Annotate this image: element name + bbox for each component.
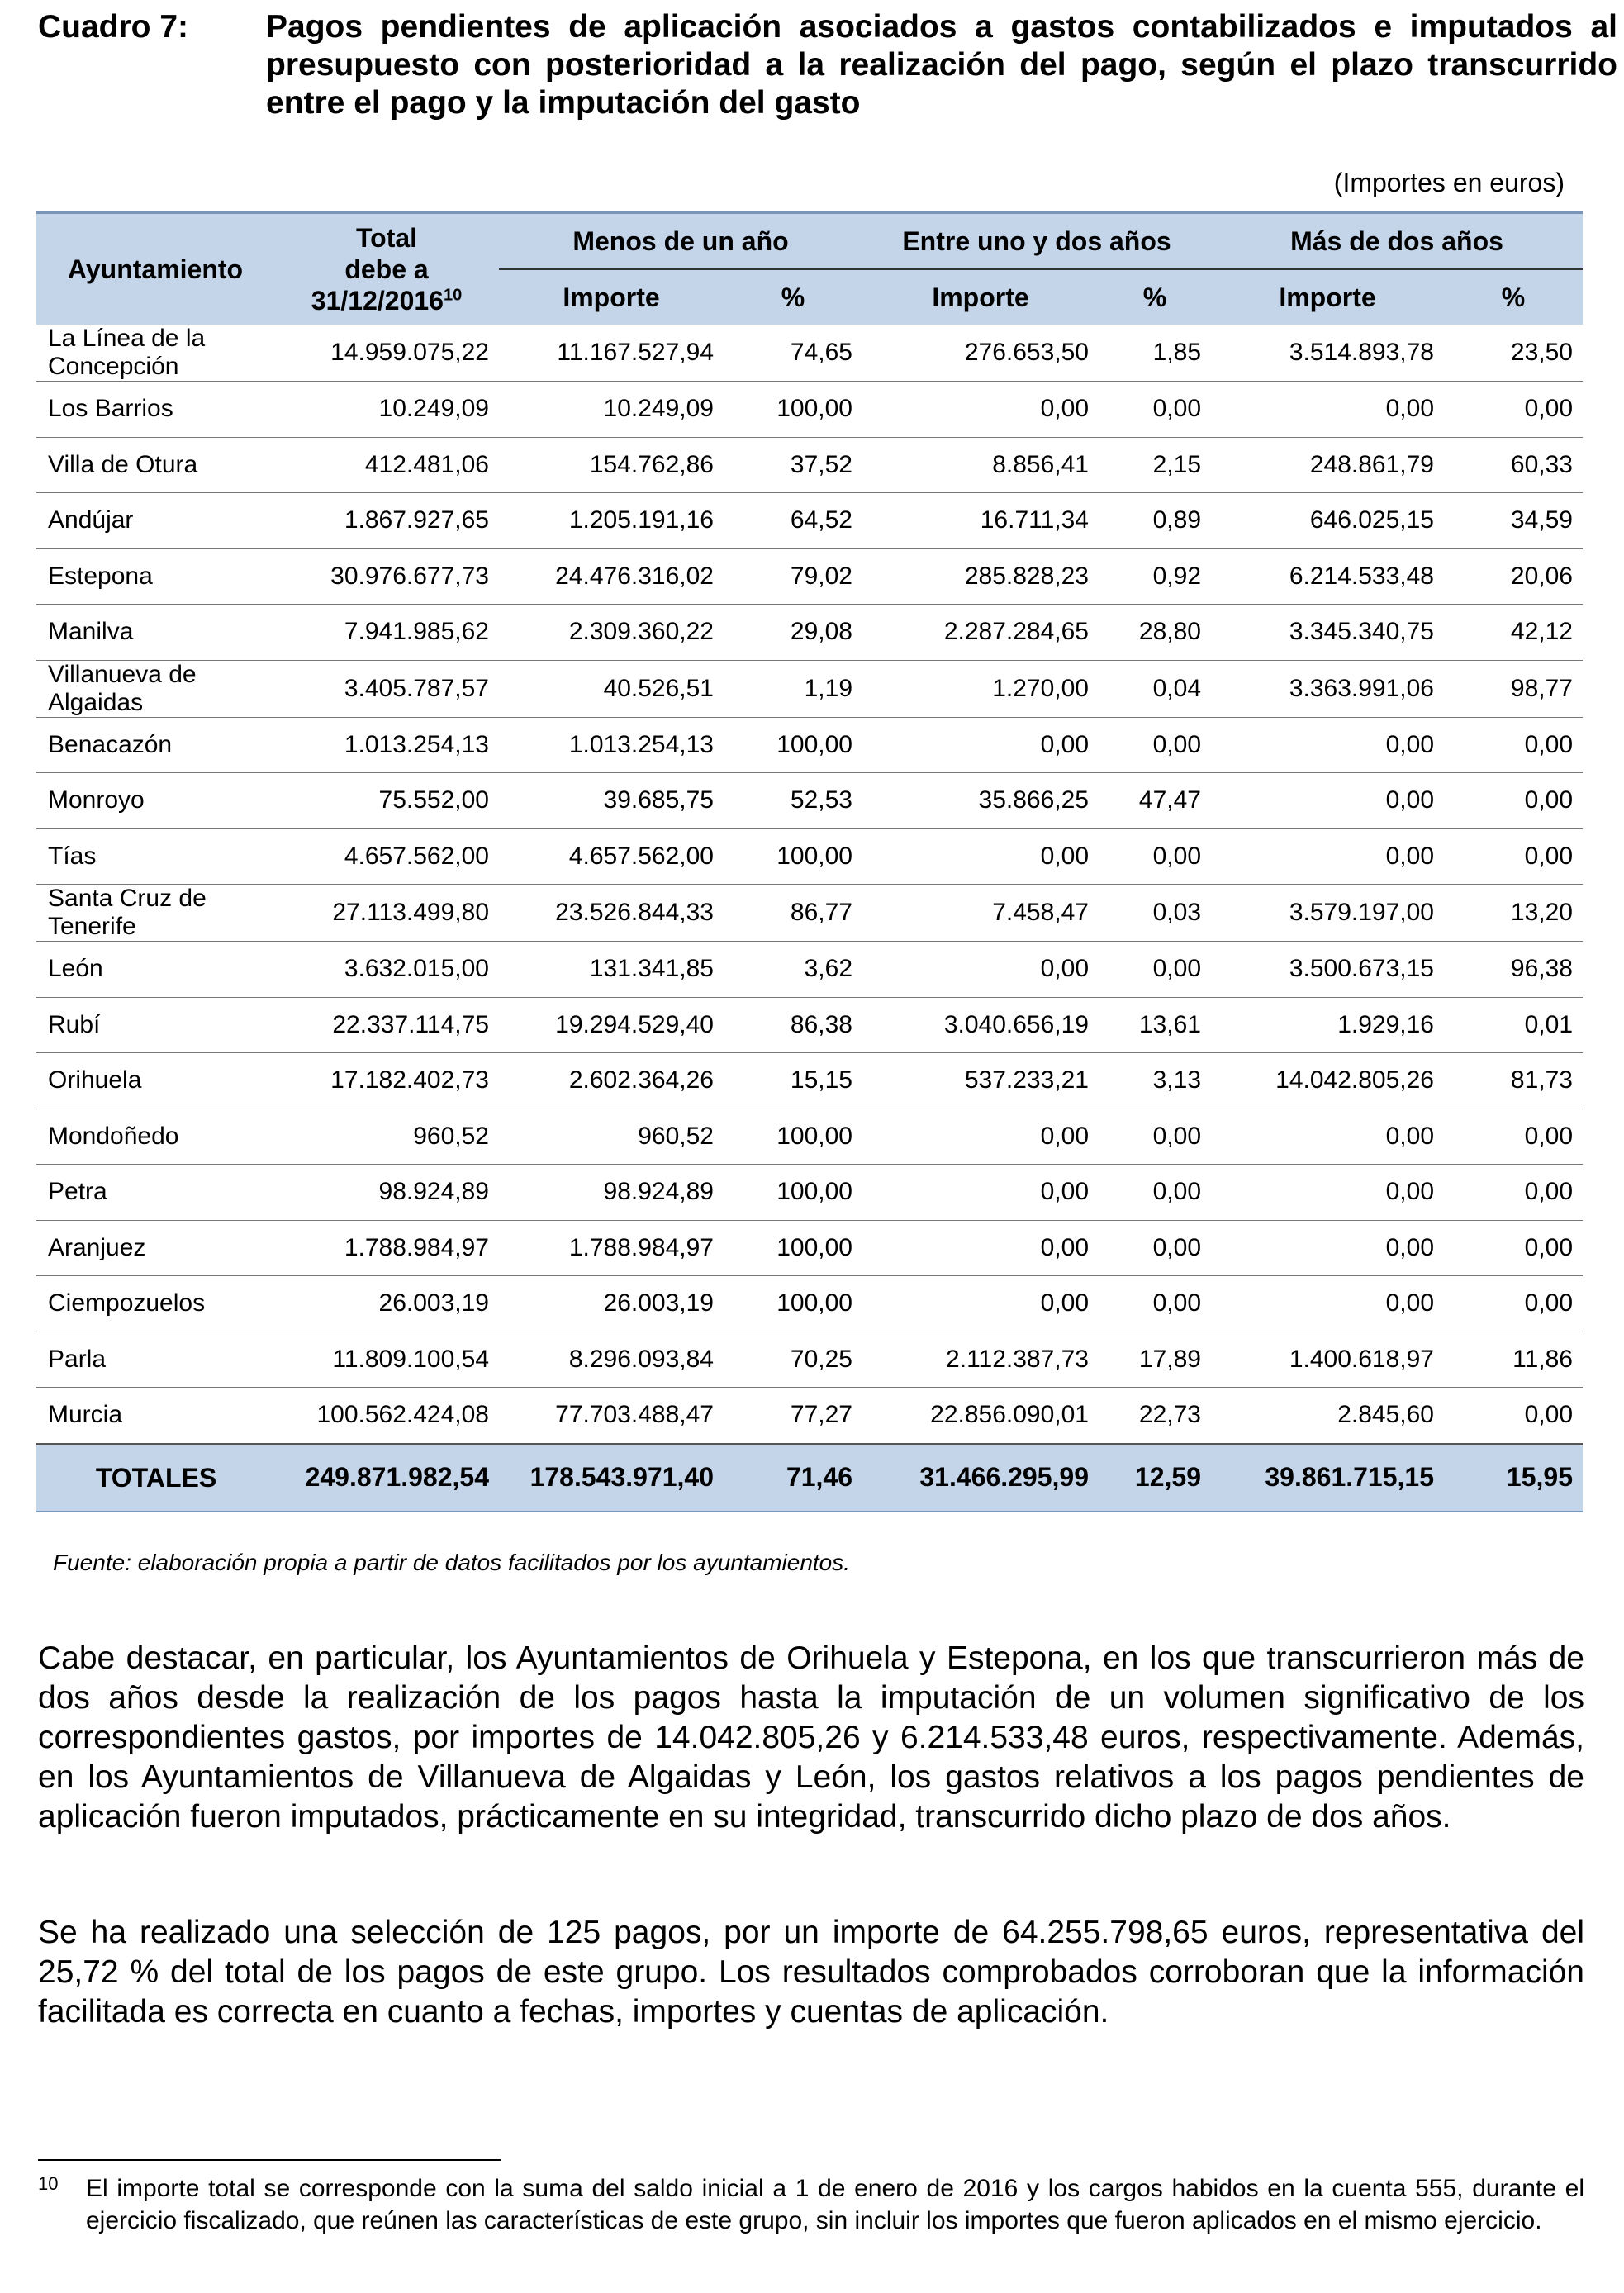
header-total-line2: debe a [344,254,429,284]
pct-uno-dos-anos-cell: 28,80 [1099,605,1211,661]
pct-uno-dos-anos-cell: 0,00 [1099,1109,1211,1165]
table-row [36,1165,1583,1221]
pct-mas-dos-anos-cell: 0,00 [1444,1109,1583,1165]
table-row [36,1332,1583,1388]
ayuntamiento-cell: TOTALES [36,1444,274,1512]
table-row [36,325,1583,382]
pct-menos-un-ano-cell: 64,52 [724,493,862,549]
header-group-menos-un-ano: Menos de un año [499,213,862,270]
importe-menos-un-ano-cell: 2.602.364,26 [499,1053,724,1109]
importe-menos-un-ano-cell: 26.003,19 [499,1276,724,1332]
header-total [274,213,499,325]
pct-mas-dos-anos-cell: 42,12 [1444,605,1583,661]
total-cell: 27.113.499,80 [274,885,499,942]
total-cell: 1.013.254,13 [274,717,499,773]
table-row [36,1388,1583,1444]
total-cell: 75.552,00 [274,773,499,829]
total-cell: 10.249,09 [274,382,499,438]
ayuntamiento-cell: Estepona [36,548,274,605]
header-pct: % [1099,269,1211,325]
table-row [36,942,1583,998]
importe-menos-un-ano-cell: 39.685,75 [499,773,724,829]
pct-uno-dos-anos-cell: 1,85 [1099,325,1211,382]
total-cell: 26.003,19 [274,1276,499,1332]
table-body [36,325,1583,1512]
table-row [36,1220,1583,1276]
importe-mas-dos-anos-cell: 0,00 [1211,1220,1444,1276]
footnote-text: El importe total se corresponde con la suma del saldo inicial a 1 de enero de 2016 y los cargos habidos en la cuenta 555, durante el ejercicio fiscalizado, que reúnen las características de este grupo, sin incluir los importes que fueron aplicados en el mismo ejercicio. [86,2175,1584,2234]
pct-uno-dos-anos-cell: 47,47 [1099,773,1211,829]
total-cell: 960,52 [274,1109,499,1165]
importe-uno-dos-anos-cell: 2.287.284,65 [862,605,1099,661]
pct-menos-un-ano-cell: 1,19 [724,660,862,717]
pct-menos-un-ano-cell: 100,00 [724,382,862,438]
ayuntamiento-cell: Orihuela [36,1053,274,1109]
pct-mas-dos-anos-cell: 20,06 [1444,548,1583,605]
pct-uno-dos-anos-cell: 0,00 [1099,942,1211,998]
pct-uno-dos-anos-cell: 0,00 [1099,828,1211,885]
importe-mas-dos-anos-cell: 2.845,60 [1211,1388,1444,1444]
importe-mas-dos-anos-cell: 6.214.533,48 [1211,548,1444,605]
total-cell: 1.788.984,97 [274,1220,499,1276]
table-row [36,548,1583,605]
caption-label: Cuadro 7: [38,9,189,45]
footnote-divider [38,2159,501,2161]
ayuntamiento-cell: Murcia [36,1388,274,1444]
pct-mas-dos-anos-cell: 23,50 [1444,325,1583,382]
pct-mas-dos-anos-cell: 0,00 [1444,1220,1583,1276]
importe-uno-dos-anos-cell: 3.040.656,19 [862,997,1099,1053]
importe-menos-un-ano-cell: 77.703.488,47 [499,1388,724,1444]
pct-menos-un-ano-cell: 37,52 [724,437,862,493]
ayuntamiento-cell: Parla [36,1332,274,1388]
pct-mas-dos-anos-cell: 0,00 [1444,773,1583,829]
importe-uno-dos-anos-cell: 0,00 [862,717,1099,773]
total-cell: 11.809.100,54 [274,1332,499,1388]
table-row [36,997,1583,1053]
ayuntamiento-cell: Santa Cruz de Tenerife [36,885,274,942]
importe-menos-un-ano-cell: 1.013.254,13 [499,717,724,773]
pct-menos-un-ano-cell: 86,38 [724,997,862,1053]
total-cell: 1.867.927,65 [274,493,499,549]
ayuntamiento-cell: La Línea de la Concepción [36,325,274,382]
ayuntamiento-cell: Villa de Otura [36,437,274,493]
header-group-mas-dos-anos: Más de dos años [1211,213,1583,270]
pct-uno-dos-anos-cell: 22,73 [1099,1388,1211,1444]
importe-uno-dos-anos-cell: 537.233,21 [862,1053,1099,1109]
paragraph: Cabe destacar, en particular, los Ayuntamientos de Orihuela y Estepona, en los que transcurrieron más de dos años desde la realización de los pagos hasta la imputación de un volumen significativo de los correspondientes gastos, por importes de 14.042.805,26 y 6.214.533,48 euros, respectivamente. Además, en los Ayuntamientos de Villanueva de Algaidas y León, los gastos relativos a los pagos pendientes de aplicación fueron imputados, prácticamente en su integridad, transcurrido dicho plazo de dos años. [38,1640,1584,1835]
total-cell: 98.924,89 [274,1165,499,1221]
importe-uno-dos-anos-cell: 16.711,34 [862,493,1099,549]
pct-uno-dos-anos-cell: 0,89 [1099,493,1211,549]
table-header [36,213,1583,325]
importe-uno-dos-anos-cell: 285.828,23 [862,548,1099,605]
footnote-number: 10 [38,2173,59,2194]
importe-menos-un-ano-cell: 98.924,89 [499,1165,724,1221]
pct-menos-un-ano-cell: 3,62 [724,942,862,998]
pct-mas-dos-anos-cell: 0,00 [1444,382,1583,438]
importe-menos-un-ano-cell: 154.762,86 [499,437,724,493]
ayuntamiento-cell: Benacazón [36,717,274,773]
header-total-line1: Total [355,223,418,253]
pct-menos-un-ano-cell: 70,25 [724,1332,862,1388]
ayuntamiento-cell: Los Barrios [36,382,274,438]
header-pct: % [724,269,862,325]
ayuntamiento-cell: Mondoñedo [36,1109,274,1165]
pct-uno-dos-anos-cell: 12,59 [1099,1444,1211,1512]
total-cell: 4.657.562,00 [274,828,499,885]
importe-mas-dos-anos-cell: 3.500.673,15 [1211,942,1444,998]
importe-menos-un-ano-cell: 10.249,09 [499,382,724,438]
importe-uno-dos-anos-cell: 35.866,25 [862,773,1099,829]
total-cell: 7.941.985,62 [274,605,499,661]
pct-menos-un-ano-cell: 29,08 [724,605,862,661]
importe-uno-dos-anos-cell: 276.653,50 [862,325,1099,382]
ayuntamiento-cell: León [36,942,274,998]
pct-uno-dos-anos-cell: 0,00 [1099,382,1211,438]
importe-uno-dos-anos-cell: 2.112.387,73 [862,1332,1099,1388]
pct-menos-un-ano-cell: 100,00 [724,828,862,885]
header-importe: Importe [1211,269,1444,325]
importe-mas-dos-anos-cell: 39.861.715,15 [1211,1444,1444,1512]
importe-menos-un-ano-cell: 11.167.527,94 [499,325,724,382]
paragraph: Se ha realizado una selección de 125 pagos, por un importe de 64.255.798,65 euros, representativa del 25,72 % del total de los pagos de este grupo. Los resultados comprobados corroboran que la información facilitada es correcta en cuanto a fechas, importes y cuentas de aplicación. [38,1915,1584,2030]
pct-menos-un-ano-cell: 100,00 [724,1109,862,1165]
importe-uno-dos-anos-cell: 0,00 [862,1220,1099,1276]
pct-mas-dos-anos-cell: 96,38 [1444,942,1583,998]
pct-mas-dos-anos-cell: 0,00 [1444,828,1583,885]
importe-menos-un-ano-cell: 19.294.529,40 [499,997,724,1053]
table-row [36,717,1583,773]
importe-menos-un-ano-cell: 24.476.316,02 [499,548,724,605]
total-cell: 412.481,06 [274,437,499,493]
pct-menos-un-ano-cell: 79,02 [724,548,862,605]
pct-mas-dos-anos-cell: 0,00 [1444,1388,1583,1444]
importe-menos-un-ano-cell: 40.526,51 [499,660,724,717]
pct-mas-dos-anos-cell: 0,00 [1444,1276,1583,1332]
importe-uno-dos-anos-cell: 0,00 [862,942,1099,998]
importe-mas-dos-anos-cell: 3.363.991,06 [1211,660,1444,717]
pct-uno-dos-anos-cell: 3,13 [1099,1053,1211,1109]
importe-mas-dos-anos-cell: 646.025,15 [1211,493,1444,549]
pct-mas-dos-anos-cell: 0,00 [1444,1165,1583,1221]
total-cell: 249.871.982,54 [274,1444,499,1512]
pct-uno-dos-anos-cell: 0,00 [1099,1220,1211,1276]
table-row [36,773,1583,829]
importe-mas-dos-anos-cell: 248.861,79 [1211,437,1444,493]
importe-mas-dos-anos-cell: 3.514.893,78 [1211,325,1444,382]
importe-mas-dos-anos-cell: 3.345.340,75 [1211,605,1444,661]
totals-row [36,1444,1583,1512]
header-total-line3: 31/12/2016 [311,286,444,316]
importe-uno-dos-anos-cell: 22.856.090,01 [862,1388,1099,1444]
importe-menos-un-ano-cell: 1.205.191,16 [499,493,724,549]
importe-mas-dos-anos-cell: 0,00 [1211,828,1444,885]
table-row [36,1276,1583,1332]
pct-uno-dos-anos-cell: 0,00 [1099,717,1211,773]
pct-menos-un-ano-cell: 100,00 [724,717,862,773]
header-pct: % [1444,269,1583,325]
importe-mas-dos-anos-cell: 0,00 [1211,1276,1444,1332]
pct-mas-dos-anos-cell: 13,20 [1444,885,1583,942]
pct-menos-un-ano-cell: 71,46 [724,1444,862,1512]
header-ayuntamiento: Ayuntamiento [36,213,274,325]
table-source: Fuente: elaboración propia a partir de datos facilitados por los ayuntamientos. [53,1550,851,1575]
importe-mas-dos-anos-cell: 0,00 [1211,773,1444,829]
ayuntamiento-cell: Aranjuez [36,1220,274,1276]
pct-uno-dos-anos-cell: 17,89 [1099,1332,1211,1388]
pct-mas-dos-anos-cell: 60,33 [1444,437,1583,493]
importe-mas-dos-anos-cell: 0,00 [1211,1109,1444,1165]
pct-uno-dos-anos-cell: 0,03 [1099,885,1211,942]
total-cell: 30.976.677,73 [274,548,499,605]
importe-mas-dos-anos-cell: 0,00 [1211,717,1444,773]
importe-uno-dos-anos-cell: 0,00 [862,382,1099,438]
importe-menos-un-ano-cell: 4.657.562,00 [499,828,724,885]
importe-menos-un-ano-cell: 2.309.360,22 [499,605,724,661]
pct-mas-dos-anos-cell: 15,95 [1444,1444,1583,1512]
pct-menos-un-ano-cell: 100,00 [724,1165,862,1221]
importe-menos-un-ano-cell: 8.296.093,84 [499,1332,724,1388]
importe-uno-dos-anos-cell: 8.856,41 [862,437,1099,493]
pct-uno-dos-anos-cell: 2,15 [1099,437,1211,493]
importe-uno-dos-anos-cell: 0,00 [862,828,1099,885]
table-row [36,1109,1583,1165]
table-row [36,382,1583,438]
pct-uno-dos-anos-cell: 13,61 [1099,997,1211,1053]
importe-menos-un-ano-cell: 23.526.844,33 [499,885,724,942]
total-cell: 14.959.075,22 [274,325,499,382]
importe-uno-dos-anos-cell: 0,00 [862,1165,1099,1221]
pct-mas-dos-anos-cell: 0,00 [1444,717,1583,773]
ayuntamiento-cell: Tías [36,828,274,885]
table-row [36,493,1583,549]
pct-uno-dos-anos-cell: 0,00 [1099,1165,1211,1221]
total-cell: 17.182.402,73 [274,1053,499,1109]
total-cell: 100.562.424,08 [274,1388,499,1444]
importe-mas-dos-anos-cell: 14.042.805,26 [1211,1053,1444,1109]
table-row [36,885,1583,942]
pct-uno-dos-anos-cell: 0,00 [1099,1276,1211,1332]
pct-menos-un-ano-cell: 52,53 [724,773,862,829]
table-row [36,660,1583,717]
importe-mas-dos-anos-cell: 1.929,16 [1211,997,1444,1053]
ayuntamiento-cell: Andújar [36,493,274,549]
importe-menos-un-ano-cell: 1.788.984,97 [499,1220,724,1276]
ayuntamiento-cell: Ciempozuelos [36,1276,274,1332]
header-importe: Importe [862,269,1099,325]
importe-uno-dos-anos-cell: 0,00 [862,1276,1099,1332]
importe-mas-dos-anos-cell: 0,00 [1211,382,1444,438]
importe-uno-dos-anos-cell: 31.466.295,99 [862,1444,1099,1512]
total-cell: 3.405.787,57 [274,660,499,717]
payments-table [36,211,1583,1512]
pct-menos-un-ano-cell: 15,15 [724,1053,862,1109]
importe-menos-un-ano-cell: 131.341,85 [499,942,724,998]
ayuntamiento-cell: Villanueva de Algaidas [36,660,274,717]
ayuntamiento-cell: Petra [36,1165,274,1221]
pct-menos-un-ano-cell: 74,65 [724,325,862,382]
pct-uno-dos-anos-cell: 0,92 [1099,548,1211,605]
pct-menos-un-ano-cell: 86,77 [724,885,862,942]
importe-mas-dos-anos-cell: 3.579.197,00 [1211,885,1444,942]
pct-mas-dos-anos-cell: 98,77 [1444,660,1583,717]
table-row [36,437,1583,493]
table-row [36,605,1583,661]
footnote-reference: 10 [443,286,463,305]
units-note: (Importes en euros) [1333,168,1565,197]
header-group-uno-dos-anos: Entre uno y dos años [862,213,1211,270]
caption-title: Pagos pendientes de aplicación asociados a gastos contabilizados e imputados al presupuesto con posterioridad a la realización del pago, según el plazo transcurrido entre el pago y la imputación del gasto [266,9,1617,121]
ayuntamiento-cell: Monroyo [36,773,274,829]
pct-menos-un-ano-cell: 77,27 [724,1388,862,1444]
pct-uno-dos-anos-cell: 0,04 [1099,660,1211,717]
ayuntamiento-cell: Rubí [36,997,274,1053]
importe-mas-dos-anos-cell: 0,00 [1211,1165,1444,1221]
importe-menos-un-ano-cell: 178.543.971,40 [499,1444,724,1512]
importe-menos-un-ano-cell: 960,52 [499,1109,724,1165]
table-row [36,1053,1583,1109]
pct-menos-un-ano-cell: 100,00 [724,1220,862,1276]
header-importe: Importe [499,269,724,325]
table-row [36,828,1583,885]
pct-mas-dos-anos-cell: 81,73 [1444,1053,1583,1109]
importe-uno-dos-anos-cell: 0,00 [862,1109,1099,1165]
pct-mas-dos-anos-cell: 0,01 [1444,997,1583,1053]
importe-uno-dos-anos-cell: 7.458,47 [862,885,1099,942]
pct-menos-un-ano-cell: 100,00 [724,1276,862,1332]
total-cell: 3.632.015,00 [274,942,499,998]
pct-mas-dos-anos-cell: 11,86 [1444,1332,1583,1388]
ayuntamiento-cell: Manilva [36,605,274,661]
importe-mas-dos-anos-cell: 1.400.618,97 [1211,1332,1444,1388]
importe-uno-dos-anos-cell: 1.270,00 [862,660,1099,717]
total-cell: 22.337.114,75 [274,997,499,1053]
pct-mas-dos-anos-cell: 34,59 [1444,493,1583,549]
